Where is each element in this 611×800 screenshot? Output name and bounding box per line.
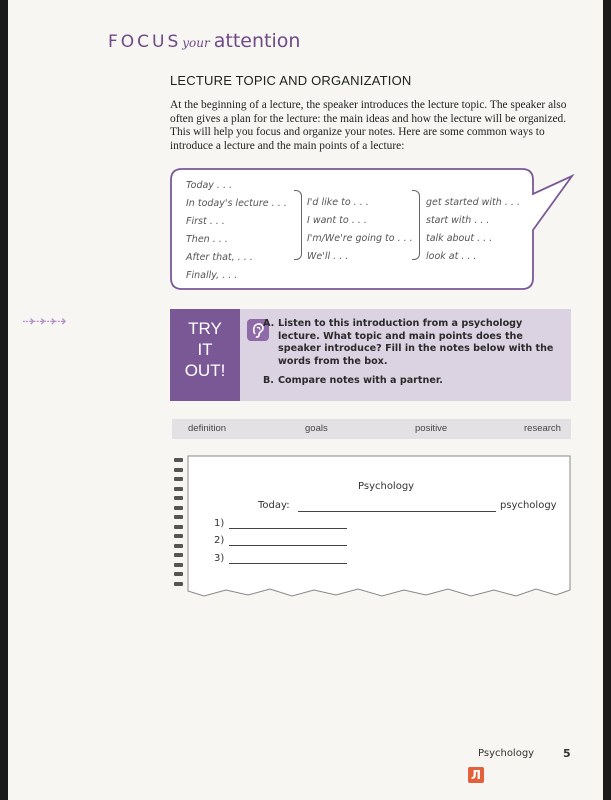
try-line: OUT! bbox=[184, 361, 226, 380]
focus-word: FOCUS bbox=[108, 32, 182, 52]
task-a-text: Listen to this introduction from a psychology lecture. What topic and main points does the speaker introduce? Fill in the notes below with the words from the box. bbox=[278, 318, 554, 367]
brace bbox=[412, 190, 420, 260]
dashed-arrows-icon: ⇢⇢⇢⇢ bbox=[22, 312, 65, 330]
phrase: First . . . bbox=[186, 216, 225, 227]
phrase: Finally, . . . bbox=[186, 270, 238, 281]
watermark-logo: Л bbox=[468, 767, 484, 783]
phrase: Today . . . bbox=[186, 180, 233, 191]
phrase: I want to . . . bbox=[307, 215, 367, 226]
try-it-out-panel bbox=[170, 309, 571, 401]
speech-bubble bbox=[170, 168, 544, 290]
task-b-text: Compare notes with a partner. bbox=[278, 375, 443, 386]
footer-section: Psychology bbox=[478, 748, 535, 759]
today-suffix: psychology bbox=[500, 500, 557, 511]
phrase: I'd like to . . . bbox=[307, 197, 369, 208]
today-blank[interactable] bbox=[298, 511, 496, 512]
word-positive: positive bbox=[415, 423, 448, 434]
phrase: In today's lecture . . . bbox=[186, 198, 287, 209]
try-line: TRY bbox=[188, 319, 222, 338]
phrase: After that, . . . bbox=[186, 252, 253, 263]
try-line: IT bbox=[197, 340, 213, 359]
word-box bbox=[172, 419, 571, 439]
try-it-out-label bbox=[170, 309, 240, 401]
page-number: 5 bbox=[563, 747, 571, 760]
phrase: start with . . . bbox=[426, 215, 490, 226]
phrase: get started with . . . bbox=[426, 197, 520, 208]
phrase-column-1 bbox=[186, 177, 287, 285]
word-goals: goals bbox=[305, 423, 328, 434]
your-word: your bbox=[182, 36, 210, 50]
task-b bbox=[263, 375, 563, 388]
phrase-column-2 bbox=[307, 194, 413, 266]
note-item-1-blank[interactable] bbox=[229, 528, 347, 529]
phrase: Then . . . bbox=[186, 234, 228, 245]
note-item-1-label: 1) bbox=[214, 518, 225, 529]
today-label: Today: bbox=[258, 500, 290, 511]
phrase: look at . . . bbox=[426, 251, 477, 262]
note-item-3-blank[interactable] bbox=[229, 563, 347, 564]
word-research: research bbox=[524, 423, 561, 434]
task-b-letter: B. bbox=[263, 375, 274, 386]
notebook-title: Psychology bbox=[358, 481, 415, 492]
task-a bbox=[263, 318, 563, 368]
phrase-column-3 bbox=[426, 194, 520, 266]
intro-paragraph: At the beginning of a lecture, the speaker introduces the lecture topic. The speaker also often gives a plan for the lecture: the main ideas and how the lecture will be organized. This will help you focus and organize your notes. Here are some common ways to introduce a lecture and the main points of a lecture: bbox=[170, 99, 567, 152]
task-a-letter: A. bbox=[263, 318, 275, 329]
brace bbox=[294, 190, 302, 260]
phrase: talk about . . . bbox=[426, 233, 493, 244]
phrase: I'm/We're going to . . . bbox=[307, 233, 413, 244]
focus-header bbox=[108, 30, 300, 52]
phrase: We'll . . . bbox=[307, 251, 349, 262]
note-item-2-label: 2) bbox=[214, 535, 225, 546]
note-item-2-blank[interactable] bbox=[229, 545, 347, 546]
note-item-3-label: 3) bbox=[214, 553, 225, 564]
word-definition: definition bbox=[188, 423, 227, 434]
attention-word: attention bbox=[213, 30, 301, 52]
section-title: LECTURE TOPIC AND ORGANIZATION bbox=[170, 73, 412, 88]
